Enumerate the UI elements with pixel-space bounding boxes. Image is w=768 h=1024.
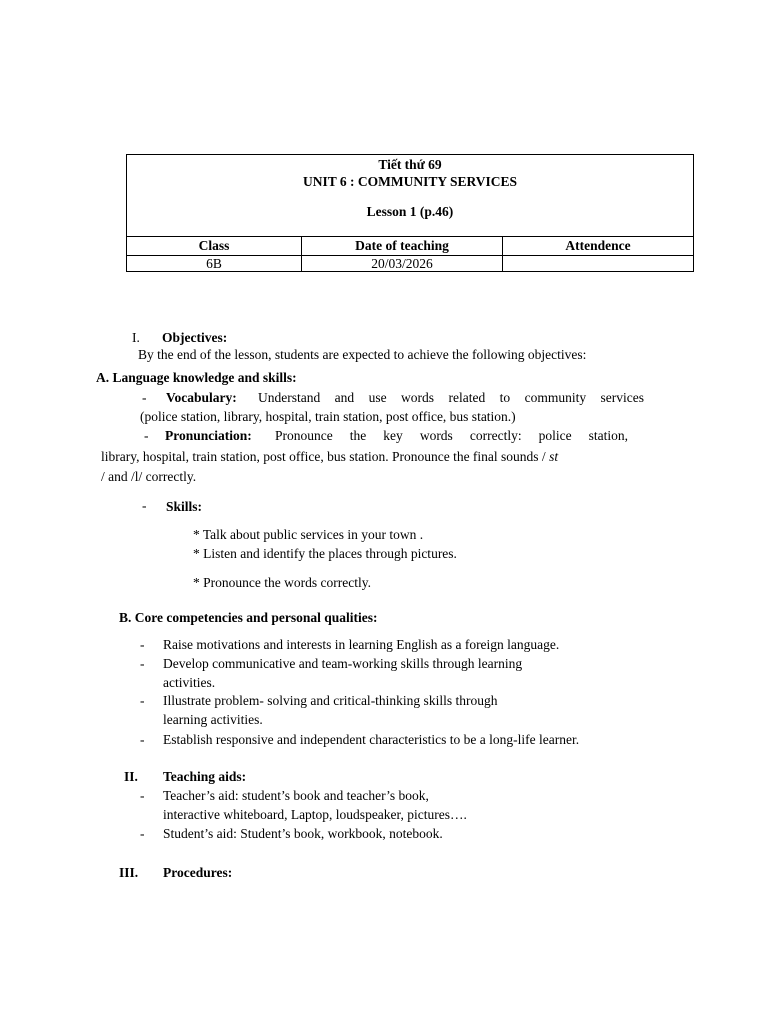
skill-item: * Pronounce the words correctly. — [193, 575, 371, 590]
teaching-aid-item: Student’s aid: Student’s book, workbook, notebook. — [163, 826, 443, 841]
bullet-dash: - — [140, 656, 145, 671]
bullet-dash: - — [140, 788, 145, 803]
date-value: 20/03/2026 — [371, 256, 433, 271]
pronunciation-text: Pronounce the key words correctly: police station, — [275, 428, 628, 443]
vocabulary-text: Understand and use words related to community services — [258, 390, 644, 405]
vocabulary-label: Vocabulary: — [166, 390, 237, 405]
teaching-aid-item: Teacher’s aid: student’s book and teacher’s book, — [163, 788, 429, 803]
section-a-heading: A. Language knowledge and skills: — [96, 370, 297, 385]
skill-item: * Talk about public services in your town . — [193, 527, 424, 542]
competency-item: Develop communicative and team-working skills through learning — [163, 656, 523, 671]
objectives-heading: Objectives: — [162, 330, 228, 345]
table-divider — [127, 236, 693, 237]
section-b-heading: B. Core competencies and personal qualities: — [119, 610, 378, 625]
skill-item: * Listen and identify the places through pictures. — [193, 546, 457, 561]
column-header-attendence: Attendence — [565, 238, 631, 253]
bullet-dash: - — [140, 693, 145, 708]
objectives-intro: By the end of the lesson, students are expected to achieve the following objectives: — [138, 347, 587, 362]
pronunciation-sounds: / and /l/ correctly. — [101, 469, 197, 484]
bullet-dash: - — [144, 428, 149, 443]
column-header-date: Date of teaching — [355, 238, 449, 253]
competency-item-continued: activities. — [163, 675, 216, 690]
vocabulary-examples: (police station, library, hospital, train station, post office, bus station.) — [140, 409, 516, 424]
column-header-class: Class — [198, 238, 230, 253]
period-title: Tiết thứ 69 — [378, 157, 442, 172]
pronunciation-words — [101, 449, 558, 465]
section-numeral: III. — [119, 865, 139, 880]
bullet-dash: - — [140, 826, 145, 841]
section-numeral: I. — [132, 330, 140, 345]
competency-item: Raise motivations and interests in learning English as a foreign language. — [163, 637, 560, 652]
unit-title: UNIT 6 : COMMUNITY SERVICES — [302, 174, 518, 189]
competency-item: Establish responsive and independent characteristics to be a long-life learner. — [163, 732, 580, 747]
final-sound-st: st — [549, 449, 559, 464]
bullet-dash: - — [142, 390, 147, 405]
competency-item-continued: learning activities. — [163, 712, 263, 727]
bullet-dash: - — [142, 498, 147, 513]
class-value: 6B — [206, 256, 222, 271]
teaching-aids-heading: Teaching aids: — [163, 769, 247, 784]
lesson-title: Lesson 1 (p.46) — [366, 204, 454, 219]
bullet-dash: - — [140, 732, 145, 747]
pronunciation-label: Pronunciation: — [165, 428, 252, 443]
skills-label: Skills: — [166, 499, 203, 514]
procedures-heading: Procedures: — [163, 865, 233, 880]
bullet-dash: - — [140, 637, 145, 652]
lesson-header-table — [126, 154, 694, 272]
section-numeral: II. — [124, 769, 138, 784]
pronunciation-words-text: library, hospital, train station, post office, bus station. Pronounce the final sounds / — [101, 449, 546, 464]
teaching-aid-item-continued: interactive whiteboard, Laptop, loudspeaker, pictures…. — [163, 807, 467, 822]
competency-item: Illustrate problem- solving and critical-thinking skills through — [163, 693, 498, 708]
